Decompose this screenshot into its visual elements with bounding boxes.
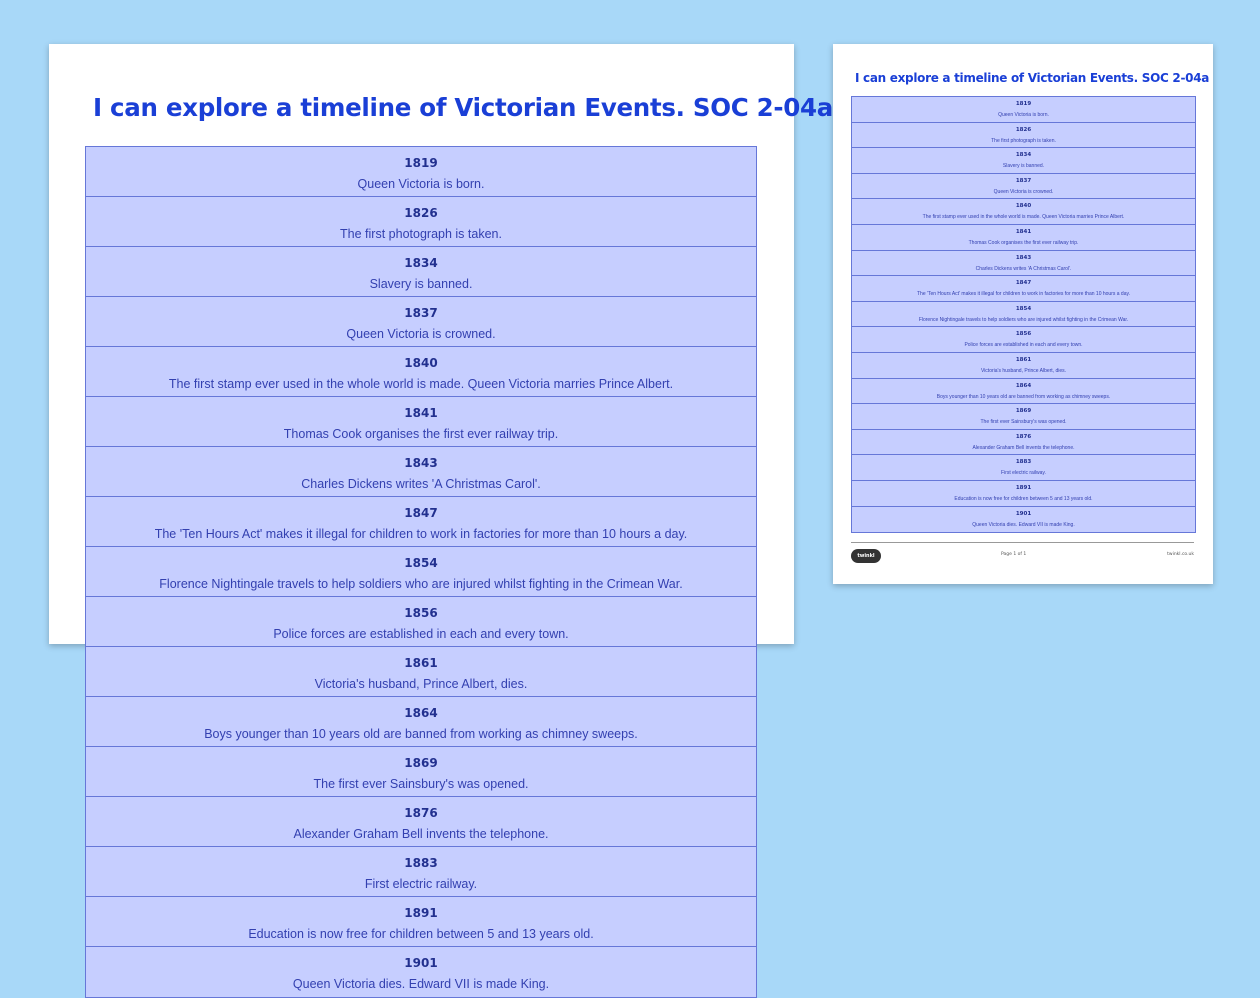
event-description: Queen Victoria is crowned. — [346, 327, 496, 341]
timeline-row — [86, 347, 756, 397]
timeline-row — [86, 647, 756, 697]
event-description: Queen Victoria dies. Edward VII is made King. — [972, 521, 1075, 528]
event-description: Education is now free for children between 5 and 13 years old. — [248, 927, 594, 941]
event-description: Queen Victoria is born. — [357, 177, 485, 191]
event-year: 1883 — [1015, 459, 1032, 466]
event-description: The first photograph is taken. — [991, 137, 1056, 144]
timeline-row — [86, 497, 756, 547]
timeline-row — [852, 327, 1195, 353]
page-title: I can explore a timeline of Victorian Events. SOC 2-04a — [93, 93, 834, 122]
event-year: 1891 — [404, 906, 438, 920]
timeline-row — [852, 174, 1195, 200]
worksheet-page-preview — [833, 44, 1213, 584]
event-description: Queen Victoria dies. Edward VII is made King. — [292, 977, 550, 991]
timeline-row — [852, 97, 1195, 123]
timeline-row — [852, 225, 1195, 251]
timeline-row — [852, 430, 1195, 456]
event-year: 1869 — [1015, 408, 1032, 415]
event-year: 1840 — [404, 356, 438, 370]
event-year: 1826 — [404, 206, 438, 220]
timeline-row — [852, 199, 1195, 225]
timeline-row — [86, 897, 756, 947]
event-year: 1856 — [404, 606, 438, 620]
event-description: Florence Nightingale travels to help soldiers who are injured whilst fighting in the Crimean War. — [918, 316, 1129, 323]
timeline-row — [852, 276, 1195, 302]
event-description: First electric railway. — [364, 877, 478, 891]
event-year: 1840 — [1015, 203, 1032, 210]
event-year: 1837 — [1015, 177, 1032, 184]
event-year: 1901 — [1015, 510, 1032, 517]
timeline-row — [852, 379, 1195, 405]
event-year: 1864 — [1015, 382, 1032, 389]
event-description: Boys younger than 10 years old are banned from working as chimney sweeps. — [936, 393, 1111, 400]
timeline-row — [86, 947, 756, 997]
timeline-row — [86, 447, 756, 497]
event-description: Thomas Cook organises the first ever railway trip. — [283, 427, 559, 441]
event-year: 1854 — [404, 556, 438, 570]
timeline-row — [86, 297, 756, 347]
timeline-row — [86, 197, 756, 247]
event-year: 1861 — [1015, 356, 1032, 363]
preview-timeline-table — [851, 96, 1196, 533]
event-description: Victoria's husband, Prince Albert, dies. — [314, 677, 528, 691]
event-description: Police forces are established in each and every town. — [273, 627, 569, 641]
event-year: 1876 — [404, 806, 438, 820]
event-year: 1843 — [404, 456, 438, 470]
event-description: Thomas Cook organises the first ever railway trip. — [968, 239, 1079, 246]
timeline-row — [86, 747, 756, 797]
event-description: Florence Nightingale travels to help soldiers who are injured whilst fighting in the Crimean War. — [159, 577, 683, 591]
event-year: 1826 — [1015, 126, 1032, 133]
timeline-row — [852, 302, 1195, 328]
event-description: Charles Dickens writes 'A Christmas Carol'. — [975, 265, 1072, 272]
event-year: 1883 — [404, 856, 438, 870]
event-description: The 'Ten Hours Act' makes it illegal for children to work in factories for more than 10 hours a day. — [916, 291, 1131, 298]
event-year: 1819 — [1015, 101, 1032, 107]
event-description: The first stamp ever used in the whole world is made. Queen Victoria marries Prince Albert. — [922, 214, 1125, 221]
event-year: 1861 — [404, 656, 438, 670]
event-description: Queen Victoria is crowned. — [993, 188, 1054, 195]
timeline-row — [852, 353, 1195, 379]
event-year: 1854 — [1015, 305, 1032, 312]
page-indicator: Page 1 of 1 — [1001, 552, 1027, 557]
preview-page-title: I can explore a timeline of Victorian Events. SOC 2-04a — [855, 71, 1210, 85]
timeline-row — [86, 597, 756, 647]
event-description: Police forces are established in each and every town. — [964, 342, 1083, 349]
page-footer — [851, 542, 1194, 567]
timeline-row — [86, 247, 756, 297]
timeline-row — [852, 507, 1195, 533]
event-description: First electric railway. — [1001, 470, 1046, 477]
event-year: 1834 — [404, 256, 438, 270]
timeline-row — [852, 123, 1195, 149]
timeline-row — [86, 797, 756, 847]
event-year: 1843 — [1015, 254, 1032, 261]
timeline-row — [86, 547, 756, 597]
event-year: 1841 — [404, 406, 438, 420]
event-description: Boys younger than 10 years old are banned from working as chimney sweeps. — [204, 727, 638, 741]
event-year: 1847 — [404, 506, 438, 520]
twinkl-logo: twinkl — [851, 549, 881, 563]
event-description: Alexander Graham Bell invents the telephone. — [293, 827, 549, 841]
event-description: Education is now free for children between 5 and 13 years old. — [954, 495, 1093, 502]
event-year: 1856 — [1015, 331, 1032, 338]
timeline-row — [86, 397, 756, 447]
event-year: 1819 — [404, 156, 438, 170]
timeline-row — [86, 697, 756, 747]
event-year: 1864 — [404, 706, 438, 720]
event-description: Queen Victoria is born. — [998, 112, 1049, 118]
event-description: Charles Dickens writes 'A Christmas Carol'. — [301, 477, 541, 491]
worksheet-page-zoomed — [49, 44, 834, 991]
event-description: Alexander Graham Bell invents the telephone. — [972, 444, 1075, 451]
event-description: The first ever Sainsbury's was opened. — [313, 777, 529, 791]
event-year: 1869 — [404, 756, 438, 770]
event-year: 1901 — [404, 956, 438, 970]
timeline-row — [852, 148, 1195, 174]
event-year: 1834 — [1015, 152, 1032, 159]
event-year: 1891 — [1015, 484, 1032, 491]
event-description: Slavery is banned. — [369, 277, 473, 291]
event-year: 1847 — [1015, 280, 1032, 287]
timeline-row — [852, 404, 1195, 430]
timeline-row — [852, 251, 1195, 277]
event-description: The first stamp ever used in the whole world is made. Queen Victoria marries Prince Albert. — [168, 377, 674, 391]
site-link: twinkl.co.uk — [1167, 552, 1194, 557]
timeline-table — [85, 146, 757, 998]
timeline-row — [86, 847, 756, 897]
event-description: Slavery is banned. — [1002, 163, 1045, 170]
event-description: The first photograph is taken. — [340, 227, 502, 241]
event-year: 1876 — [1015, 433, 1032, 440]
timeline-row — [86, 147, 756, 197]
timeline-row — [852, 481, 1195, 507]
event-year: 1841 — [1015, 228, 1032, 235]
event-description: The first ever Sainsbury's was opened. — [980, 419, 1067, 426]
timeline-row — [852, 455, 1195, 481]
event-description: The 'Ten Hours Act' makes it illegal for children to work in factories for more than 10 hours a day. — [154, 527, 688, 541]
event-year: 1837 — [404, 306, 438, 320]
event-description: Victoria's husband, Prince Albert, dies. — [980, 367, 1067, 374]
